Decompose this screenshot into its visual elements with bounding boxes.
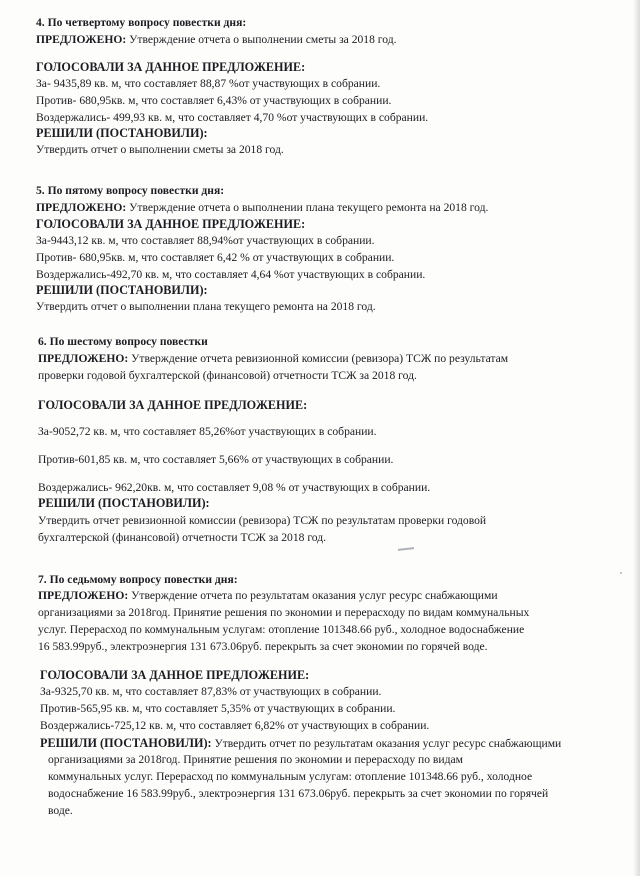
item7-decision-2: организациями за 2018год. Принятие решения по экономии и перерасходу по видам xyxy=(48,753,463,766)
item6-voted-heading: ГОЛОСОВАЛИ ЗА ДАННОЕ ПРЕДЛОЖЕНИЕ: xyxy=(38,398,308,412)
item5-vote-abstained: Воздержались-492,70 кв. м, что составляет 4,64 %от участвующих в собрании. xyxy=(36,268,426,281)
item4-vote-abstained: Воздержались- 499,93 кв. м, что составляет 4,70 %от участвующих в собрании. xyxy=(36,111,429,124)
item7-decided-heading: РЕШИЛИ (ПОСТАНОВИЛИ): xyxy=(40,736,212,750)
item4-proposed-text: Утверждение отчета о выполнении сметы за 2018 год. xyxy=(126,33,397,46)
item5-vote-against: Против- 680,95кв. м, что составляет 6,42 % от участвующих в собрании. xyxy=(36,251,395,264)
scan-smudge xyxy=(398,547,414,551)
item7-decision-1 xyxy=(40,736,561,751)
item7-proposed-3: услуг. Перерасход по коммунальным услугам: отопление 101348.66 руб., холодное водоснабжение xyxy=(38,623,525,636)
item6-decision-2: бухгалтерской (финансовой) отчетности ТСЖ за 2018 год. xyxy=(38,531,327,544)
item7-vote-abstained: Воздержались-725,12 кв. м, что составляет 6,82% от участвующих в собрании. xyxy=(40,719,430,732)
item6-decision-1: Утвердить отчет ревизионной комиссии (ревизора) ТСЖ по результатам проверки годовой xyxy=(38,514,487,527)
item7-decision-5: воде. xyxy=(48,804,73,817)
item7-heading: 7. По седьмому вопросу повестки дня: xyxy=(38,573,238,586)
item5-voted-heading: ГОЛОСОВАЛИ ЗА ДАННОЕ ПРЕДЛОЖЕНИЕ: xyxy=(36,217,306,231)
item5-vote-for: За-9443,12 кв. м, что составляет 88,94%от участвующих в собрании. xyxy=(36,234,375,247)
page-edge-shadow xyxy=(633,0,640,876)
item6-decided-heading: РЕШИЛИ (ПОСТАНОВИЛИ): xyxy=(38,496,210,510)
item4-proposed-label: ПРЕДЛОЖЕНО: xyxy=(36,33,127,46)
item7-proposed-1 xyxy=(38,589,498,603)
item7-decision-text-1: Утвердить отчет по результатам оказания услуг ресурс снабжающими xyxy=(211,737,562,750)
item5-proposed-label: ПРЕДЛОЖЕНО: xyxy=(36,201,127,214)
item4-decision: Утвердить отчет о выполнении сметы за 2018 год. xyxy=(36,143,284,156)
item5-proposed xyxy=(36,201,488,215)
item7-proposed-2: организациями за 2018год. Принятие решения по экономии и перерасходу по видам коммунальных xyxy=(38,606,530,619)
item7-vote-against: Против-565,95 кв. м, что составляет 5,35% от участвующих в собрании. xyxy=(40,702,396,715)
item4-vote-against: Против- 680,95кв. м, что составляет 6,43% от участвующих в собрании. xyxy=(36,94,392,107)
item6-proposed-1 xyxy=(38,352,508,366)
item4-decided-heading: РЕШИЛИ (ПОСТАНОВИЛИ): xyxy=(36,126,208,140)
item5-proposed-text: Утверждение отчета о выполнении плана текущего ремонта на 2018 год. xyxy=(126,201,489,214)
item6-proposed-label: ПРЕДЛОЖЕНО: xyxy=(38,352,129,365)
item6-proposed-text-1: Утверждение отчета ревизионной комиссии (ревизора) ТСЖ по результатам xyxy=(128,352,509,365)
item4-heading: 4. По четвертому вопросу повестки дня: xyxy=(36,16,247,29)
item6-vote-abstained: Воздержались- 962,20кв. м, что составляет 9,08 % от участвующих в собрании. xyxy=(38,481,431,494)
item6-vote-against: Против-601,85 кв. м, что составляет 5,66% от участвующих в собрании. xyxy=(38,453,394,466)
item7-voted-heading: ГОЛОСОВАЛИ ЗА ДАННОЕ ПРЕДЛОЖЕНИЕ: xyxy=(40,668,310,682)
item4-vote-for: За- 9435,89 кв. м, что составляет 88,87 %от участвующих в собрании. xyxy=(36,77,381,90)
item7-proposed-4: 16 583.99руб., электроэнергия 131 673.06руб. перекрыть за счет экономии по горячей воде. xyxy=(38,640,488,653)
item4-voted-heading: ГОЛОСОВАЛИ ЗА ДАННОЕ ПРЕДЛОЖЕНИЕ: xyxy=(36,60,306,74)
item6-vote-for: За-9052,72 кв. м, что составляет 85,26%от участвующих в собрании. xyxy=(38,425,377,438)
item5-decision: Утвердить отчет о выполнении плана текущего ремонта на 2018 год. xyxy=(36,300,376,313)
item4-proposed xyxy=(36,33,397,47)
item6-heading: 6. По шестому вопросу повестки xyxy=(38,335,208,348)
item7-proposed-text-1: Утверждение отчета по результатам оказания услуг ресурс снабжающими xyxy=(128,589,498,602)
item5-heading: 5. По пятому вопросу повестки дня: xyxy=(36,184,225,197)
item5-decided-heading: РЕШИЛИ (ПОСТАНОВИЛИ): xyxy=(36,283,208,297)
item6-proposed-2: проверки годовой бухгалтерской (финансовой) отчетности ТСЖ за 2018 год. xyxy=(38,369,417,382)
item7-decision-4: водоснабжение 16 583.99руб., электроэнергия 131 673.06руб. перекрыть за счет экономии по горячей xyxy=(48,787,549,800)
item7-proposed-label: ПРЕДЛОЖЕНО: xyxy=(38,589,129,602)
item7-decision-3: коммунальных услуг. Перерасход по коммунальным услугам: отопление 101348.66 руб., холодное xyxy=(48,770,533,783)
item7-vote-for: За-9325,70 кв. м, что составляет 87,83% от участвующих в собрании. xyxy=(40,685,382,698)
scan-dot xyxy=(620,572,622,574)
